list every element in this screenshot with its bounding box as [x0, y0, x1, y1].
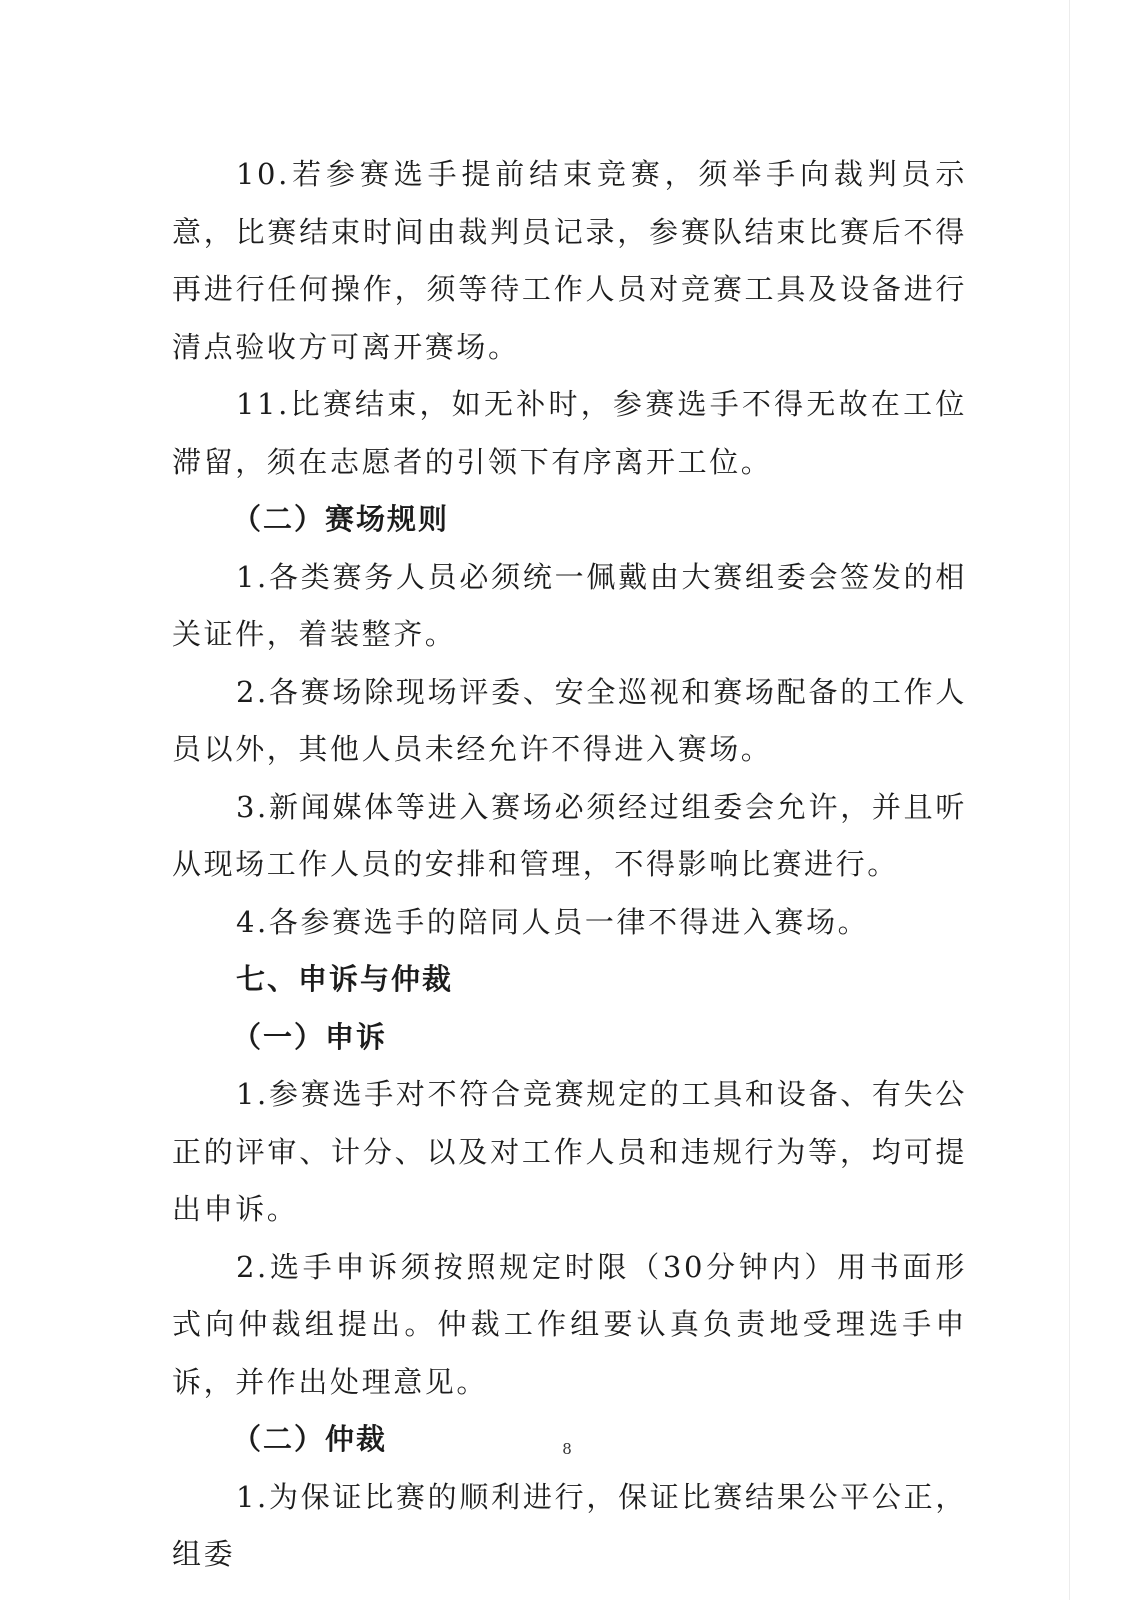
venue-rule-4: 4.各参赛选手的陪同人员一律不得进入赛场。 — [236, 904, 870, 939]
venue-rule-1: 1.各类赛务人员必须统一佩戴由大赛组委会签发的相关证件，着装整齐。 — [172, 559, 967, 651]
appeal-item-1: 1.参赛选手对不符合竞赛规定的工具和设备、有失公正的评审、计分、以及对工作人员和违规行为等，均可提出申诉。 — [172, 1077, 967, 1226]
section-seven-heading: 七、申诉与仲裁 — [236, 962, 454, 996]
paragraph-10: 10.若参赛选手提前结束竞赛，须举手向裁判员示意，比赛结束时间由裁判员记录，参赛队结束比赛后不得再进行任何操作，须等待工作人员对竞赛工具及设备进行清点验收方可离开赛场。 — [172, 157, 967, 364]
arbitration-heading: （二）仲裁 — [232, 1422, 388, 1456]
document-body — [172, 146, 967, 1584]
venue-rule-2: 2.各赛场除现场评委、安全巡视和赛场配备的工作人员以外，其他人员未经允许不得进入赛场。 — [172, 674, 967, 766]
paragraph-11: 11.比赛结束，如无补时，参赛选手不得无故在工位滞留，须在志愿者的引领下有序离开工位。 — [172, 387, 967, 479]
venue-rules-heading: （二）赛场规则 — [232, 502, 450, 536]
scan-edge-line — [1069, 0, 1070, 1600]
appeal-item-2: 2.选手申诉须按照规定时限（30分钟内）用书面形式向仲裁组提出。仲裁工作组要认真负责地受理选手申诉，并作出处理意见。 — [172, 1249, 967, 1399]
appeal-heading: （一）申诉 — [232, 1019, 388, 1054]
venue-rule-3: 3.新闻媒体等进入赛场必须经过组委会允许，并且听从现场工作人员的安排和管理，不得影响比赛进行。 — [172, 789, 967, 881]
page-number: 8 — [562, 1440, 572, 1458]
arbitration-item-1: 1.为保证比赛的顺利进行，保证比赛结果公平公正，组委 — [172, 1479, 967, 1571]
